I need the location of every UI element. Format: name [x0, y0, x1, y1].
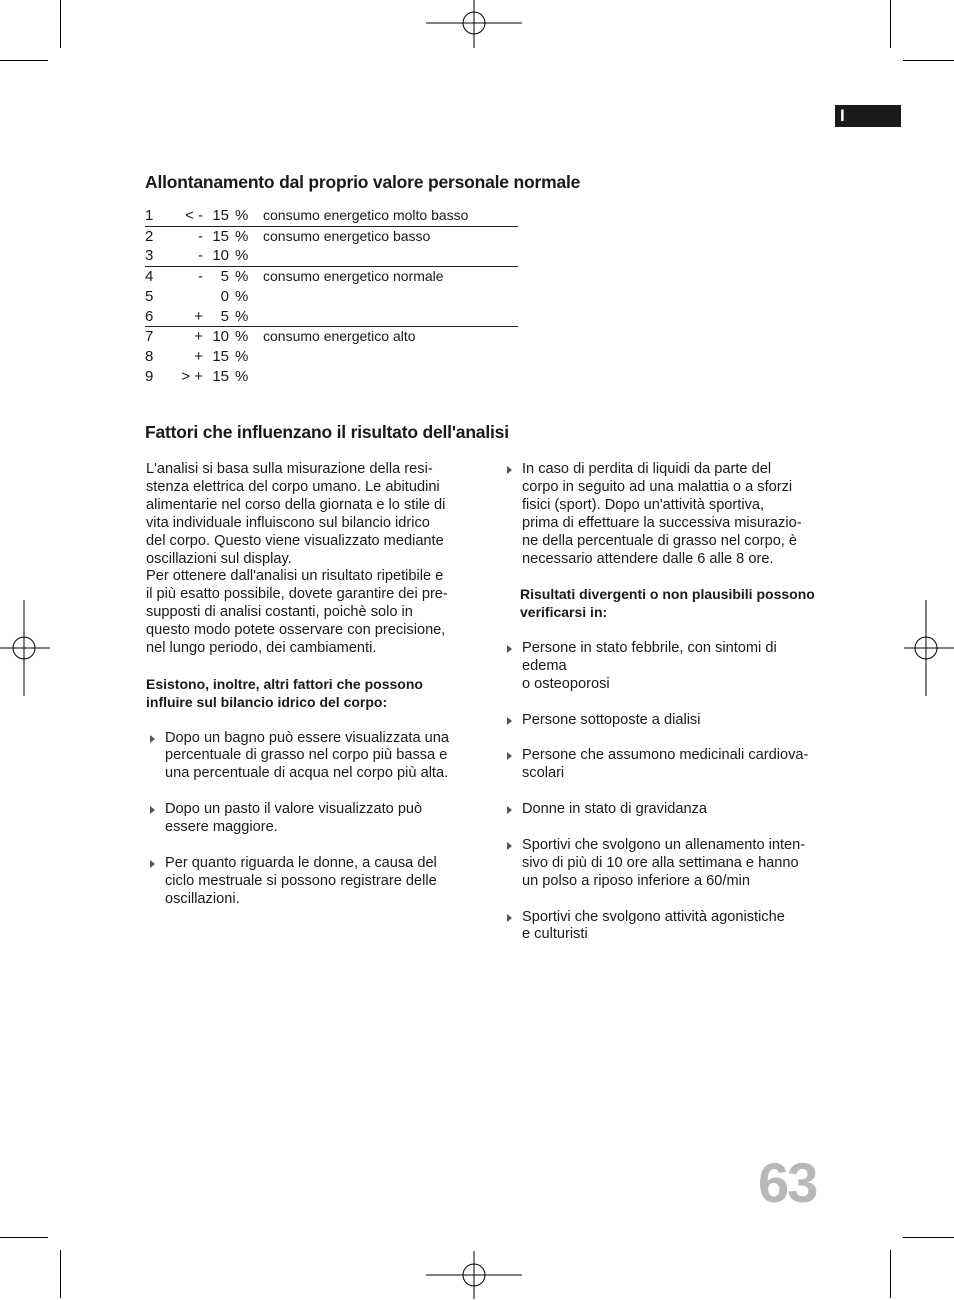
section-title-factors: Fattori che influenzano il risultato dell'analisi [145, 422, 509, 442]
row-value: 15 [212, 207, 229, 224]
registration-mark-bottom [426, 1250, 522, 1300]
text-line: un polso a riposo inferiore a 60/min [522, 872, 750, 889]
row-number: 2 [145, 226, 173, 246]
row-sign: - [173, 226, 207, 246]
text-line: Dopo un bagno può essere visualizzata una [165, 729, 449, 746]
row-value: 15 [207, 226, 235, 246]
text-line: scolari [522, 765, 565, 782]
factors-subheading [146, 676, 486, 712]
row-percent: % [235, 247, 249, 265]
text-line: fisici (sport). Dopo un'attività sportiva, [522, 496, 765, 513]
row-percent: % [235, 226, 263, 246]
text-line: L'analisi si basa sulla misurazione della resi- [146, 461, 433, 477]
crop-mark [0, 60, 48, 61]
text-line: Sportivi che svolgono un allenamento inten- [522, 836, 806, 853]
row-number: 4 [145, 267, 173, 287]
row-number: 3 [145, 247, 154, 265]
intro-paragraph [146, 461, 486, 658]
table-row [145, 367, 518, 387]
crop-mark [60, 0, 61, 48]
text-line: necessario attendere dalle 6 alle 8 ore. [522, 550, 774, 567]
text-line: nel lungo periodo, dei cambiamenti. [146, 640, 377, 657]
row-value: 15 [212, 347, 229, 365]
list-spacer [503, 730, 843, 748]
list-spacer [503, 819, 843, 837]
table-row [145, 327, 518, 347]
row-description [263, 287, 518, 307]
table-row [145, 226, 518, 246]
row-percent: % [235, 367, 249, 385]
row-description: consumo energetico molto basso [263, 207, 469, 223]
row-description: consumo energetico normale [263, 267, 518, 287]
list-item [146, 801, 486, 837]
page-number: 63 [758, 1151, 817, 1214]
text-line: una percentuale di acqua nel corpo più alta. [165, 765, 449, 782]
text-line: Sportivi che svolgono attività agonistiche [522, 908, 785, 925]
row-description [263, 246, 518, 266]
list-item [503, 801, 843, 819]
list-spacer [146, 783, 486, 801]
text-line: percentuale di grasso nel corpo più bassa e [165, 747, 448, 764]
text-line: stenza elettrica del corpo umano. Le abitudini [146, 478, 440, 495]
list-item [503, 909, 843, 945]
row-percent: % [235, 287, 249, 305]
row-description [263, 367, 518, 387]
text-line: essere maggiore. [165, 819, 278, 836]
table-row [145, 206, 518, 226]
row-value: 15 [212, 367, 229, 385]
row-percent: % [235, 267, 263, 287]
bullet-triangle-icon [150, 806, 155, 814]
bullet-triangle-icon [507, 752, 512, 760]
deviation-table [145, 206, 518, 386]
list-item [503, 837, 843, 891]
row-description [263, 347, 518, 367]
liquid-loss-list [503, 461, 843, 568]
section-title-deviation: Allontanamento dal proprio valore personale normale [145, 172, 581, 192]
text-line: il più esatto possibile, dovete garantire dei pre- [146, 586, 448, 603]
row-value: 10 [207, 327, 235, 347]
row-sign: + [194, 347, 203, 365]
crop-mark [890, 1250, 891, 1298]
registration-mark-top [426, 0, 522, 50]
row-sign: - [173, 267, 207, 287]
left-column [146, 461, 486, 909]
text-line: corpo in seguito ad una malattia o a sforzi [522, 478, 793, 495]
registration-mark-right [904, 600, 954, 696]
text-line: Per ottenere dall'analisi un risultato ripetibile e [146, 568, 444, 585]
list-spacer [146, 837, 486, 855]
text-line: oscillazioni sul display. [146, 550, 292, 567]
row-value: 5 [207, 267, 235, 287]
text-line: Esistono, inoltre, altri fattori che possono [146, 675, 423, 692]
row-value: 5 [220, 307, 229, 325]
text-line: prima di effettuare la successiva misurazio- [522, 514, 802, 531]
factors-list [146, 730, 486, 909]
row-percent: % [235, 207, 249, 224]
text-line: del corpo. Questo viene visualizzato mediante [146, 532, 444, 549]
list-item [503, 640, 843, 694]
text-line: Persone in stato febbrile, con sintomi di [522, 640, 777, 657]
text-line: influire sul bilancio idrico del corpo: [146, 693, 388, 710]
row-number: 1 [145, 207, 154, 224]
text-line: Dopo un pasto il valore visualizzato può [165, 801, 423, 818]
crop-mark [60, 1250, 61, 1298]
text-line: Risultati divergenti o non plausibili possono [520, 586, 815, 603]
row-number: 6 [145, 307, 154, 325]
bullet-triangle-icon [507, 645, 512, 653]
text-line: sivo di più di 10 ore alla settimana e hanno [522, 854, 799, 871]
text-line: Donne in stato di gravidanza [522, 801, 707, 818]
text-line: questo modo potete osservare con precisione, [146, 622, 446, 639]
list-spacer [503, 891, 843, 909]
bullet-triangle-icon [507, 842, 512, 850]
table-row [145, 287, 518, 307]
text-line: vita individuale influiscono sul bilancio idrico [146, 514, 430, 531]
list-item [503, 712, 843, 730]
row-description [263, 307, 518, 327]
text-line: oscillazioni. [165, 890, 240, 907]
row-description: consumo energetico basso [263, 226, 518, 246]
text-line: Persone sottoposte a dialisi [522, 711, 701, 728]
list-item [146, 855, 486, 909]
row-percent: % [235, 347, 249, 365]
row-sign [173, 287, 207, 307]
row-sign: < - [185, 207, 203, 224]
list-item [146, 730, 486, 784]
text-line: In caso di perdita di liquidi da parte del [522, 461, 772, 477]
row-sign: > + [181, 367, 203, 385]
text-line: ciclo mestruale si possono registrare delle [165, 872, 437, 889]
text-line: edema [522, 657, 567, 674]
bullet-triangle-icon [507, 717, 512, 725]
text-line: supposti di analisi costanti, poichè solo in [146, 604, 413, 621]
right-column [503, 461, 843, 944]
text-line: Per quanto riguarda le donne, a causa del [165, 854, 437, 871]
bullet-triangle-icon [507, 466, 512, 474]
bullet-triangle-icon [150, 735, 155, 743]
row-percent: % [235, 307, 249, 325]
table-row [145, 267, 518, 287]
list-spacer [503, 783, 843, 801]
text-line: Persone che assumono medicinali cardiova- [522, 747, 809, 764]
row-number: 9 [145, 367, 154, 385]
row-sign: + [194, 307, 203, 325]
crop-mark [903, 1237, 954, 1238]
row-sign: + [173, 327, 207, 347]
row-value: 0 [220, 287, 229, 305]
row-sign: - [198, 247, 203, 265]
list-spacer [503, 694, 843, 712]
bullet-triangle-icon [507, 806, 512, 814]
text-line: e culturisti [522, 926, 588, 943]
crop-mark [890, 0, 891, 48]
text-line: alimentarie nel corso della giornata e lo stile di [146, 496, 446, 513]
row-number: 7 [145, 327, 173, 347]
text-line: o osteoporosi [522, 675, 610, 692]
row-value: 10 [212, 247, 229, 265]
row-number: 8 [145, 347, 154, 365]
text-line: verificarsi in: [520, 604, 608, 621]
table-row [145, 347, 518, 367]
divergent-results-list [503, 640, 843, 944]
bullet-triangle-icon [507, 914, 512, 922]
row-percent: % [235, 327, 263, 347]
language-tab-label: I [840, 106, 845, 125]
table-row [145, 307, 518, 327]
table-row [145, 246, 518, 266]
bullet-triangle-icon [150, 860, 155, 868]
row-description: consumo energetico alto [263, 327, 518, 347]
language-tab [835, 105, 901, 127]
crop-mark [903, 60, 954, 61]
row-number: 5 [145, 287, 154, 305]
divergent-results-subheading [503, 586, 843, 622]
crop-mark [0, 1237, 48, 1238]
list-item [503, 461, 843, 568]
list-item [503, 747, 843, 783]
text-line: ne della percentuale di grasso nel corpo, è [522, 532, 798, 549]
registration-mark-left [0, 600, 50, 696]
